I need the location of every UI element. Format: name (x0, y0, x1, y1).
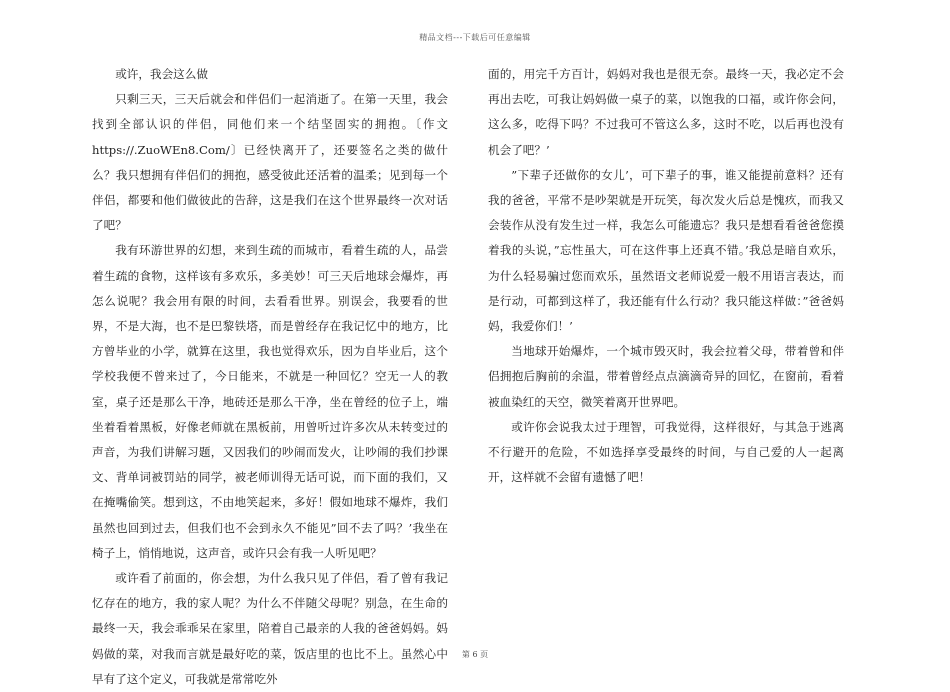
page-number: 第 6 页 (461, 650, 489, 659)
left-column (92, 62, 448, 692)
paragraph: 我有环游世界的幻想，来到生疏的而城市，看着生疏的人，品尝着生疏的食物，这样该有多欢乐，多美妙！可三天后地球会爆炸，再怎么说呢？我会用有限的时间，去看看世界。别误会，我要看的世界，不是大海，也不是巴黎铁塔，而是曾经存在我记忆中的地方，比方曾毕业的小学，就算在这里，我也觉得欢乐，因为自毕业后，这个学校我便不曾来过了，今日能来，不就是一种回忆？空无一人的教室，桌子还是那么干净，地砖还是那么干净，坐在曾经的位子上，端坐着看着黑板，好像老师就在黑板前，用曾听过许多次从未转变过的声音，为我们讲解习题，又因我们的吵闹而发火，让吵闹的我们抄课文、背单词被罚站的同学，被老师训得无话可说，而下面的我们，又在掩嘴偷笑。想到这，不由地笑起来，多好！假如地球不爆炸，我们虽然也回到过去，但我们也不会到永久不能见”回不去了吗？’我坐在椅子上，悄悄地说，这声音，或许只会有我一人听见吧？ (92, 243, 448, 560)
paragraph: 只剩三天，三天后就会和伴侣们一起消逝了。在第一天里，我会找到全部认识的伴侣，同他们来一个结坚固实的拥抱。〔作文https://.ZuoWEn8.Com/〕已经快离开了，还要签名之类的做什么？我只想拥有伴侣们的拥抱，感受彼此还活着的温柔；见到每一个伴侣，都要和他们做彼此的告辞，这是我们在这个世界最终一次对话了吧？ (92, 92, 448, 233)
paragraph-title: 或许，我会这么做 (115, 67, 208, 81)
paragraph: 或许看了前面的，你会想，为什么我只见了伴侣，看了曾有我记忆存在的地方，我的家人呢？为什么不伴随父母呢？别急，在生命的最终一天，我会乖乖呆在家里，陪着自己最亲的人我的爸爸妈妈。妈妈做的菜，对我而言就是最好吃的菜，饭店里的也比不上。虽然心中早有了这个定义，可我就是常常吃外 (92, 571, 448, 686)
paragraph: 或许你会说我太过于理智，可我觉得，这样很好，与其急于逃离不行避开的危险，不如选择享受最终的时间，与自己爱的人一起离开，这样就不会留有遗憾了吧！ (488, 419, 844, 485)
paragraph: ”下辈子还做你的女儿’，可下辈子的事，谁又能提前意料？还有我的爸爸，平常不是吵架就是开玩笑，每次发火后总是愧疚，而我又会装作从没有发生过一样，我怎么可能遗忘？我只是想看看爸爸您摸着我的头说，”忘性虽大，可在这件事上还真不错。’我总是暗自欢乐，为什么轻易骗过您而欢乐，虽然语文老师说爱一般不用语言表达，而是行动，可都到这样了，我还能有什么行动？我只能这样做：”爸爸妈妈，我爱你们！’ (488, 167, 844, 334)
paragraph: 当地球开始爆炸，一个城市毁灭时，我会拉着父母，带着曾和伴侣拥抱后胸前的余温，带着曾经点点滴滴奇异的回忆，在窗前，看着被血染红的天空，微笑着离开世界吧。 (488, 344, 844, 409)
page-header: 精品文档---下载后可任意编辑 (419, 33, 531, 42)
paragraph-continued: 面的，用完千方百计，妈妈对我也是很无奈。最终一天，我必定不会再出去吃，可我让妈妈做一桌子的菜，以饱我的口福，或许你会问，这么多，吃得下吗？不过我可不管这么多，这时不吃，以后再也没有机会了吧？’ (488, 67, 844, 157)
right-column (488, 62, 844, 490)
